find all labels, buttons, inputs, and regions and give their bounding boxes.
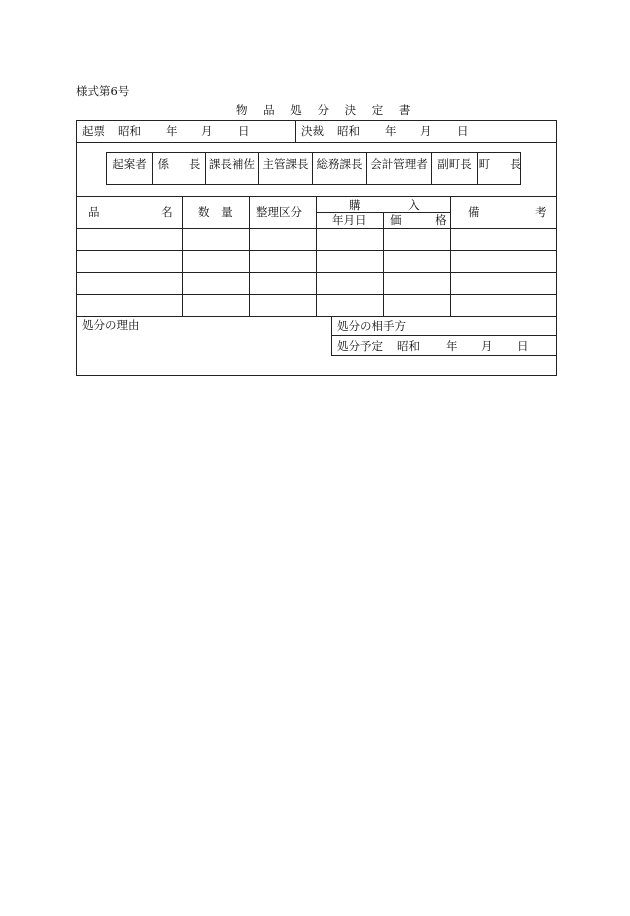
kessai-label: 決裁 <box>301 124 324 138</box>
col-line-2 <box>249 196 250 316</box>
schedule-month: 月 <box>481 339 493 353</box>
header-seiri: 整理区分 <box>256 205 302 219</box>
header-nengappi: 年月日 <box>332 213 367 227</box>
schedule-day: 日 <box>517 339 529 353</box>
kihyo-year: 年 <box>166 124 178 138</box>
kihyo-label: 起票 <box>82 124 105 138</box>
kihyo-day: 日 <box>238 124 250 138</box>
schedule-year: 年 <box>446 339 458 353</box>
kessai-era: 昭和 <box>337 124 360 138</box>
header-biko: 備 考 <box>468 205 547 219</box>
table-row-line-5 <box>76 316 557 317</box>
header-hinmei-text: 品 名 <box>88 205 173 219</box>
row-divider-1 <box>76 142 557 143</box>
header-suryo: 数 量 <box>198 205 233 219</box>
approval-stamp-7: 町 長 <box>478 157 522 171</box>
form-number: 様式第6号 <box>76 84 130 98</box>
partner-label: 処分の相手方 <box>337 319 406 333</box>
kihyo-era: 昭和 <box>118 124 141 138</box>
table-row-line-1 <box>76 228 557 229</box>
col-line-5 <box>450 196 451 316</box>
document-title: 物 品 処 分 決 定 書 <box>236 103 417 117</box>
reason-label: 処分の理由 <box>82 318 140 332</box>
kihyo-month: 月 <box>201 124 213 138</box>
col-line-3 <box>316 196 317 316</box>
kessai-year: 年 <box>385 124 397 138</box>
approval-stamp-0: 起案者 <box>107 153 153 184</box>
date-divider <box>295 120 296 142</box>
approval-stamp-2: 課長補佐 <box>206 153 259 184</box>
approval-stamp-block <box>106 152 521 185</box>
partner-divider <box>331 335 557 336</box>
table-row-line-3 <box>76 272 557 273</box>
approval-stamp-6: 副町長 <box>432 153 478 184</box>
approval-stamp-5: 会計管理者 <box>367 153 432 184</box>
schedule-divider <box>331 355 557 356</box>
header-konyu: 購 入 <box>349 198 420 212</box>
approval-stamp-1: 係 長 <box>153 153 206 184</box>
kessai-day: 日 <box>457 124 469 138</box>
approval-stamp-4: 総務課長 <box>313 153 367 184</box>
schedule-era: 昭和 <box>397 339 420 353</box>
approval-stamp-3: 主管課長 <box>259 153 313 184</box>
header-hinmei <box>88 205 173 219</box>
schedule-label: 処分予定 <box>337 339 383 353</box>
kessai-month: 月 <box>420 124 432 138</box>
table-row-line-2 <box>76 250 557 251</box>
table-row-line-4 <box>76 294 557 295</box>
header-kakaku: 価 格 <box>390 213 447 227</box>
col-line-1 <box>182 196 183 316</box>
